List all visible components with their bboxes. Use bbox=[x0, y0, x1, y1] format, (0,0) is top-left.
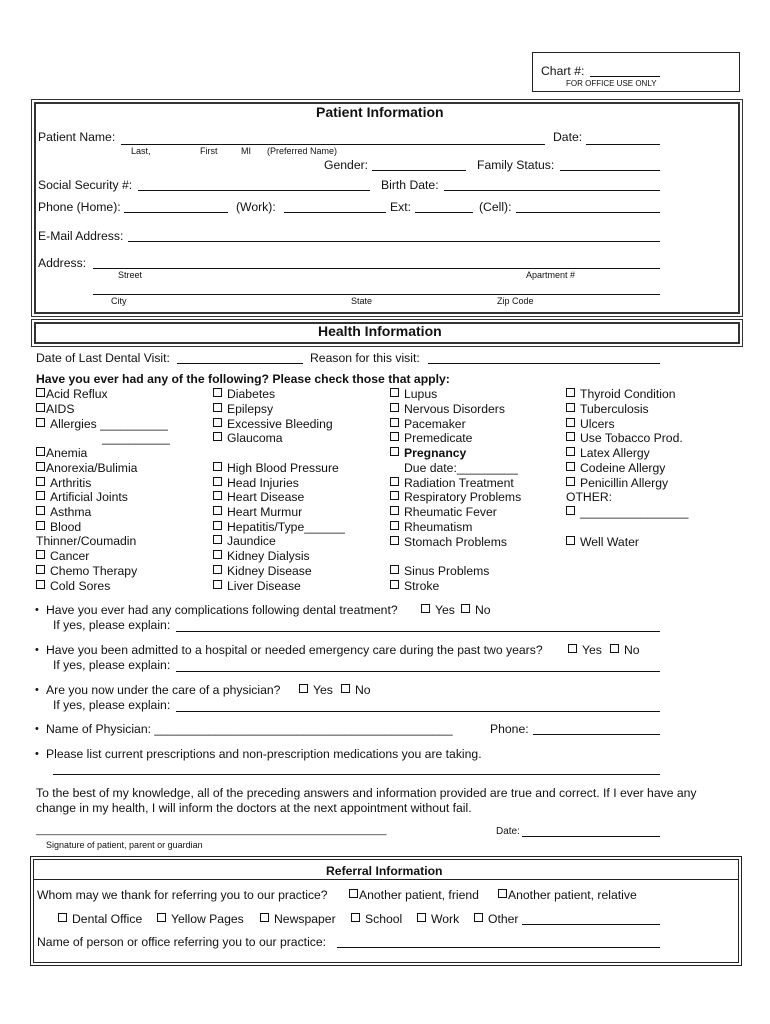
condition-liver[interactable]: Liver Disease bbox=[213, 579, 301, 593]
reason-field[interactable] bbox=[428, 363, 660, 364]
condition-other[interactable]: ________________ bbox=[566, 505, 688, 519]
condition-tb[interactable]: Tuberculosis bbox=[566, 402, 649, 416]
bullet-icon: • bbox=[35, 748, 39, 760]
checkbox[interactable] bbox=[213, 521, 222, 530]
q2-yes[interactable]: Yes bbox=[568, 643, 602, 657]
condition-acid[interactable]: Acid Reflux bbox=[36, 387, 108, 401]
condition-tobacco[interactable]: Use Tobacco Prod. bbox=[566, 431, 683, 445]
patient-name-label: Patient Name: bbox=[38, 130, 116, 144]
date-field[interactable] bbox=[586, 144, 660, 145]
condition-joints[interactable]: Artificial Joints bbox=[36, 490, 128, 504]
checkbox[interactable] bbox=[36, 550, 45, 559]
q3-explain-label: If yes, please explain: bbox=[53, 698, 171, 712]
last-visit-label: Date of Last Dental Visit: bbox=[36, 351, 170, 365]
street-field[interactable] bbox=[93, 268, 660, 269]
condition-allergies[interactable]: Allergies __________ bbox=[36, 417, 168, 431]
question-physician: Are you now under the care of a physician? bbox=[46, 683, 281, 697]
medications-label: Please list current prescriptions and non-prescription medications you are taking. bbox=[46, 747, 482, 761]
condition-asthma[interactable]: Asthma bbox=[36, 505, 91, 519]
family-status-field[interactable] bbox=[560, 170, 660, 171]
checkbox[interactable] bbox=[36, 477, 45, 486]
condition-head[interactable]: Head Injuries bbox=[213, 476, 299, 490]
checkbox[interactable] bbox=[390, 521, 399, 530]
date-label: Date: bbox=[553, 130, 583, 144]
condition-cold-sores[interactable]: Cold Sores bbox=[36, 579, 110, 593]
sub-preferred: (Preferred Name) bbox=[267, 146, 338, 156]
checkbox[interactable] bbox=[390, 506, 399, 515]
physician-phone-label: Phone: bbox=[490, 722, 529, 736]
condition-ulcers[interactable]: Ulcers bbox=[566, 417, 615, 431]
bullet-icon: • bbox=[35, 644, 39, 656]
checkbox[interactable] bbox=[36, 447, 45, 456]
condition-aids[interactable]: AIDS bbox=[36, 402, 74, 416]
condition-murmur[interactable]: Heart Murmur bbox=[213, 505, 302, 519]
checkbox[interactable] bbox=[36, 462, 45, 471]
bullet-icon: • bbox=[35, 684, 39, 696]
health-statement: To the best of my knowledge, all of the preceding answers and information provided are true and correct. If I ever have any change in my health, I will inform the doctors at the next appointment without fail. bbox=[36, 786, 697, 815]
checkbox[interactable] bbox=[299, 684, 308, 693]
q3-yes[interactable]: Yes bbox=[299, 683, 333, 697]
phone-cell-field[interactable] bbox=[516, 212, 660, 213]
referral-title-divider bbox=[33, 879, 739, 880]
sub-first: First bbox=[200, 146, 218, 156]
referral-title: Referral Information bbox=[326, 864, 443, 878]
checkbox[interactable] bbox=[566, 536, 575, 545]
checkbox[interactable] bbox=[417, 913, 426, 922]
phone-home-field[interactable] bbox=[124, 212, 228, 213]
birth-date-field[interactable] bbox=[444, 190, 660, 191]
condition-hbp[interactable]: High Blood Pressure bbox=[213, 461, 339, 475]
checkbox[interactable] bbox=[213, 477, 222, 486]
checkbox[interactable] bbox=[36, 580, 45, 589]
q3-explain-field[interactable] bbox=[176, 711, 660, 712]
checkbox[interactable] bbox=[390, 536, 399, 545]
last-visit-field[interactable] bbox=[177, 363, 303, 364]
condition-bleeding[interactable]: Excessive Bleeding bbox=[213, 417, 333, 431]
checkbox[interactable] bbox=[461, 604, 470, 613]
referral-dental-office[interactable]: Dental Office bbox=[58, 912, 142, 926]
address-label: Address: bbox=[38, 256, 87, 270]
checkbox[interactable] bbox=[157, 913, 166, 922]
checkbox[interactable] bbox=[36, 491, 45, 500]
email-field[interactable] bbox=[128, 241, 660, 242]
checkbox[interactable] bbox=[566, 506, 575, 515]
phone-home-label: Phone (Home): bbox=[38, 200, 121, 214]
email-label: E-Mail Address: bbox=[38, 229, 124, 243]
ssn-label: Social Security #: bbox=[38, 178, 133, 192]
checkbox[interactable] bbox=[566, 418, 575, 427]
condition-stroke[interactable]: Stroke bbox=[390, 579, 439, 593]
condition-epilepsy[interactable]: Epilepsy bbox=[213, 402, 273, 416]
checkbox[interactable] bbox=[390, 565, 399, 574]
zip-sublabel: Zip Code bbox=[497, 296, 534, 306]
due-date-field[interactable]: Due date:_________ bbox=[404, 461, 518, 475]
apartment-sublabel: Apartment # bbox=[526, 270, 576, 280]
condition-kidney[interactable]: Kidney Disease bbox=[213, 564, 312, 578]
referral-other-field[interactable] bbox=[522, 924, 660, 925]
family-status-label: Family Status: bbox=[477, 158, 555, 172]
referral-another-relative[interactable]: Another patient, relative bbox=[498, 888, 637, 902]
referral-name-field[interactable] bbox=[337, 947, 660, 948]
q2-no[interactable]: No bbox=[610, 643, 640, 657]
phone-cell-label: (Cell): bbox=[479, 200, 512, 214]
referral-newspaper[interactable]: Newspaper bbox=[260, 912, 336, 926]
birth-date-label: Birth Date: bbox=[381, 178, 439, 192]
state-sublabel: State bbox=[351, 296, 373, 306]
q2-explain-label: If yes, please explain: bbox=[53, 658, 171, 672]
checkbox[interactable] bbox=[610, 644, 619, 653]
condition-pregnancy[interactable]: Pregnancy bbox=[390, 446, 466, 460]
bullet-icon: • bbox=[35, 723, 39, 735]
condition-pacemaker[interactable]: Pacemaker bbox=[390, 417, 466, 431]
checkbox[interactable] bbox=[390, 477, 399, 486]
condition-glaucoma[interactable]: Glaucoma bbox=[213, 431, 283, 445]
allergies-line[interactable]: __________ bbox=[102, 431, 170, 445]
ext-field[interactable] bbox=[415, 212, 473, 213]
q3-no[interactable]: No bbox=[341, 683, 371, 697]
medications-field[interactable] bbox=[53, 774, 660, 775]
condition-thyroid[interactable]: Thyroid Condition bbox=[566, 387, 676, 401]
checkbox[interactable] bbox=[390, 418, 399, 427]
gender-label: Gender: bbox=[324, 158, 369, 172]
condition-blood[interactable]: Blood bbox=[36, 520, 81, 534]
referral-whom-label: Whom may we thank for referring you to our practice? bbox=[37, 888, 328, 902]
office-use-label: FOR OFFICE USE ONLY bbox=[566, 79, 657, 88]
condition-cancer[interactable]: Cancer bbox=[36, 549, 89, 563]
checkbox[interactable] bbox=[213, 550, 222, 559]
patient-info-section bbox=[34, 102, 740, 314]
gender-field[interactable] bbox=[372, 170, 466, 171]
checkbox[interactable] bbox=[58, 913, 67, 922]
other-label: OTHER: bbox=[566, 490, 613, 504]
signature-date-field[interactable] bbox=[522, 836, 660, 837]
checkbox[interactable] bbox=[568, 644, 577, 653]
checkbox[interactable] bbox=[351, 913, 360, 922]
checkbox[interactable] bbox=[390, 403, 399, 412]
condition-dialysis[interactable]: Kidney Dialysis bbox=[213, 549, 310, 563]
condition-premedicate[interactable]: Premedicate bbox=[390, 431, 472, 445]
condition-penicillin[interactable]: Penicillin Allergy bbox=[566, 476, 668, 490]
referral-school[interactable]: School bbox=[351, 912, 402, 926]
referral-yellow-pages[interactable]: Yellow Pages bbox=[157, 912, 244, 926]
patient-name-field[interactable] bbox=[121, 144, 545, 145]
physician-phone-field[interactable] bbox=[533, 734, 660, 735]
q2-explain-field[interactable] bbox=[176, 671, 660, 672]
checkbox[interactable] bbox=[566, 403, 575, 412]
referral-another-friend[interactable]: Another patient, friend bbox=[349, 888, 479, 902]
checkbox[interactable] bbox=[349, 889, 358, 898]
checkbox[interactable] bbox=[498, 889, 507, 898]
checkbox[interactable] bbox=[390, 447, 399, 456]
referral-other[interactable]: Other bbox=[474, 912, 518, 926]
condition-well-water[interactable]: Well Water bbox=[566, 535, 639, 549]
condition-codeine[interactable]: Codeine Allergy bbox=[566, 461, 665, 475]
condition-rheumatic[interactable]: Rheumatic Fever bbox=[390, 505, 497, 519]
chart-number-field[interactable] bbox=[590, 76, 660, 77]
checkbox[interactable] bbox=[36, 418, 45, 427]
condition-nervous[interactable]: Nervous Disorders bbox=[390, 402, 505, 416]
checkbox[interactable] bbox=[421, 604, 430, 613]
health-info-title: Health Information bbox=[318, 323, 442, 339]
checkbox[interactable] bbox=[213, 580, 222, 589]
checkbox[interactable] bbox=[341, 684, 350, 693]
checkbox[interactable] bbox=[36, 388, 45, 397]
checkbox[interactable] bbox=[390, 580, 399, 589]
phone-work-label: (Work): bbox=[236, 200, 276, 214]
checkbox[interactable] bbox=[213, 418, 222, 427]
city-sublabel: City bbox=[111, 296, 127, 306]
condition-heart[interactable]: Heart Disease bbox=[213, 490, 304, 504]
condition-latex[interactable]: Latex Allergy bbox=[566, 446, 650, 460]
checkbox[interactable] bbox=[213, 565, 222, 574]
checkbox[interactable] bbox=[390, 432, 399, 441]
checkbox[interactable] bbox=[566, 447, 575, 456]
question-complications: Have you ever had any complications following dental treatment? bbox=[46, 603, 398, 617]
checkbox[interactable] bbox=[474, 913, 483, 922]
ssn-field[interactable] bbox=[138, 190, 370, 191]
q1-explain-field[interactable] bbox=[176, 631, 660, 632]
sub-last: Last, bbox=[131, 146, 151, 156]
phone-work-field[interactable] bbox=[284, 212, 386, 213]
bullet-icon: • bbox=[35, 604, 39, 616]
street-sublabel: Street bbox=[118, 270, 143, 280]
checkbox[interactable] bbox=[213, 432, 222, 441]
condition-arthritis[interactable]: Arthritis bbox=[36, 476, 91, 490]
condition-anemia[interactable]: Anemia bbox=[36, 446, 87, 460]
physician-name-field[interactable]: Name of Physician: ____________________________________________ bbox=[46, 722, 453, 736]
referral-work[interactable]: Work bbox=[417, 912, 459, 926]
signature-date-label: Date: bbox=[496, 826, 520, 837]
q1-explain-label: If yes, please explain: bbox=[53, 618, 171, 632]
checkbox[interactable] bbox=[390, 388, 399, 397]
question-hospital: Have you been admitted to a hospital or needed emergency care during the past two years? bbox=[46, 643, 543, 657]
checkbox[interactable] bbox=[390, 491, 399, 500]
patient-info-title: Patient Information bbox=[316, 104, 444, 120]
checkbox[interactable] bbox=[36, 521, 45, 530]
checkbox[interactable] bbox=[36, 403, 45, 412]
checkbox[interactable] bbox=[213, 462, 222, 471]
checklist-heading: Have you ever had any of the following? Please check those that apply: bbox=[36, 372, 450, 386]
condition-respiratory[interactable]: Respiratory Problems bbox=[390, 490, 521, 504]
checkbox[interactable] bbox=[566, 477, 575, 486]
checkbox[interactable] bbox=[36, 506, 45, 515]
condition-rheumatism[interactable]: Rheumatism bbox=[390, 520, 472, 534]
thinner-label: Thinner/Coumadin bbox=[36, 534, 137, 548]
sub-mi: MI bbox=[241, 146, 251, 156]
checkbox[interactable] bbox=[213, 491, 222, 500]
checkbox[interactable] bbox=[213, 403, 222, 412]
condition-radiation[interactable]: Radiation Treatment bbox=[390, 476, 514, 490]
checkbox[interactable] bbox=[213, 506, 222, 515]
checkbox[interactable] bbox=[213, 535, 222, 544]
reason-label: Reason for this visit: bbox=[310, 351, 420, 365]
condition-anorexia[interactable]: Anorexia/Bulimia bbox=[36, 461, 137, 475]
condition-diabetes[interactable]: Diabetes bbox=[213, 387, 275, 401]
checkbox[interactable] bbox=[566, 462, 575, 471]
q1-yes[interactable]: Yes bbox=[421, 603, 455, 617]
condition-lupus[interactable]: Lupus bbox=[390, 387, 437, 401]
condition-hepatitis[interactable]: Hepatitis/Type______ bbox=[213, 520, 345, 534]
chart-label: Chart #: bbox=[541, 64, 585, 78]
city-state-zip-field[interactable] bbox=[93, 294, 660, 295]
checkbox[interactable] bbox=[566, 432, 575, 441]
referral-name-label: Name of person or office referring you to our practice: bbox=[37, 935, 327, 949]
condition-chemo[interactable]: Chemo Therapy bbox=[36, 564, 137, 578]
q1-no[interactable]: No bbox=[461, 603, 491, 617]
checkbox[interactable] bbox=[260, 913, 269, 922]
checkbox[interactable] bbox=[566, 388, 575, 397]
condition-stomach[interactable]: Stomach Problems bbox=[390, 535, 507, 549]
signature-line[interactable]: _______________________________________________________________ bbox=[36, 825, 387, 836]
signature-label: Signature of patient, parent or guardian bbox=[46, 840, 203, 850]
condition-jaundice[interactable]: Jaundice bbox=[213, 534, 276, 548]
ext-label: Ext: bbox=[390, 200, 411, 214]
condition-sinus[interactable]: Sinus Problems bbox=[390, 564, 489, 578]
checkbox[interactable] bbox=[36, 565, 45, 574]
checkbox[interactable] bbox=[213, 388, 222, 397]
